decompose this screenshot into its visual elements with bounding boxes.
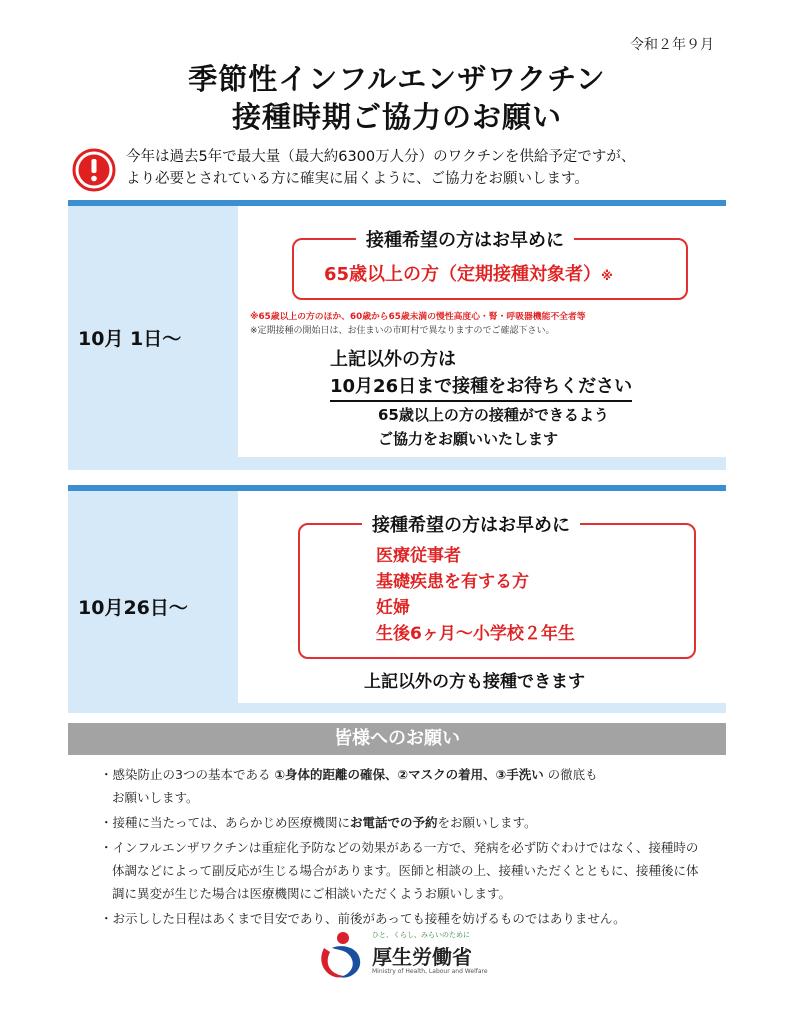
schedule-section-oct-26 xyxy=(68,485,726,713)
start-date-label: 10月 1日〜 xyxy=(78,328,182,350)
priority-item: 生後6ヶ月〜小学校２年生 xyxy=(376,624,575,644)
title-line-1: 季節性インフルエンザワクチン xyxy=(188,62,606,96)
priority-group xyxy=(324,260,613,286)
footnote-municipality: ※定期接種の開始日は、お住まいの市町村で異なりますのでご確認下さい。 xyxy=(250,326,555,336)
others-allowed-notice: 上記以外の方も接種できます xyxy=(364,672,585,692)
section-content xyxy=(238,491,726,703)
request-item-side-effects xyxy=(100,836,720,905)
page-title xyxy=(0,60,794,136)
request-text: ・インフルエンザワクチンは重症化予防などの効果がある一方で、発病を必ず防ぐわけではなく、接種時の xyxy=(100,840,699,855)
priority-box xyxy=(292,230,688,300)
request-text: をお願いします。 xyxy=(437,815,537,830)
others-wait-notice xyxy=(330,346,632,402)
title-line-2: 接種時期ご協力のお願い xyxy=(231,100,562,134)
request-text: ・感染防止の3つの基本である xyxy=(100,767,275,782)
start-date-label: 10月26日〜 xyxy=(78,597,188,619)
priority-list xyxy=(376,543,575,647)
logo-english-name: Ministry of Health, Labour and Welfare xyxy=(372,968,488,975)
cooperation-line-2: ご協力をお願いいたします xyxy=(378,430,559,448)
request-item-reservation xyxy=(100,811,720,834)
priority-group-mark: ※ xyxy=(601,269,613,283)
request-text: ・接種に当たっては、あらかじめ医療機関に xyxy=(100,815,351,830)
cooperation-line-1: 65歳以上の方の接種ができるよう xyxy=(378,406,609,424)
request-text: 調に異変が生じた場合は医療機関にご相談いただくようお願いします。 xyxy=(112,886,512,901)
priority-box-title: 接種希望の方はお早めに xyxy=(356,226,574,252)
request-text: お願いします。 xyxy=(112,790,199,805)
priority-group-text: 65歳以上の方（定期接種対象者） xyxy=(324,264,602,285)
section-content xyxy=(238,206,726,457)
request-emphasis: お電話での予約 xyxy=(350,815,438,830)
ministry-emblem-icon xyxy=(318,930,366,980)
notice-line-2: より必要とされている方に確実に届くように、ご協力をお願いします。 xyxy=(126,171,589,187)
request-text: の徹底も xyxy=(543,767,598,782)
exclamation-icon xyxy=(72,148,116,192)
priority-item: 医療従事者 xyxy=(376,546,461,566)
others-line-1: 上記以外の方は xyxy=(330,349,456,370)
schedule-section-oct-1 xyxy=(68,200,726,470)
request-item-prevention xyxy=(100,763,720,809)
request-item-schedule: ・お示しした日程はあくまで目安であり、前後があっても接種を妨げるものではありません。 xyxy=(100,911,626,926)
others-line-2: 10月26日まで接種をお待ちください xyxy=(330,373,632,402)
requests-list xyxy=(100,763,720,932)
supply-notice xyxy=(72,146,732,192)
notice-line-1: 今年は過去5年で最大量（最大約6300万人分）のワクチンを供給予定ですが、 xyxy=(126,149,636,165)
priority-item: 妊婦 xyxy=(376,598,410,618)
priority-box-title: 接種希望の方はお早めに xyxy=(362,511,580,537)
issue-date: 令和２年９月 xyxy=(630,37,714,53)
priority-box xyxy=(298,515,696,659)
footnote-eligible-groups: ※65歳以上の方のほか、60歳から65歳未満の慢性高度心・腎・呼吸器機能不全者等 xyxy=(250,312,586,322)
request-emphasis: ①身体的距離の確保、②マスクの着用、③手洗い xyxy=(274,767,544,782)
cooperation-request xyxy=(378,403,609,451)
notice-text xyxy=(126,146,635,190)
requests-heading: 皆様へのお願い xyxy=(68,723,726,755)
logo-name: 厚生労働省 xyxy=(372,945,472,969)
priority-item: 基礎疾患を有する方 xyxy=(376,572,529,592)
request-text: 体調などによって副反応が生じる場合があります。医師と相談の上、接種いただくとともに、接種後に体 xyxy=(112,863,699,878)
logo-tagline: ひと、くらし、みらいのために xyxy=(372,931,470,939)
ministry-logo xyxy=(318,930,488,982)
